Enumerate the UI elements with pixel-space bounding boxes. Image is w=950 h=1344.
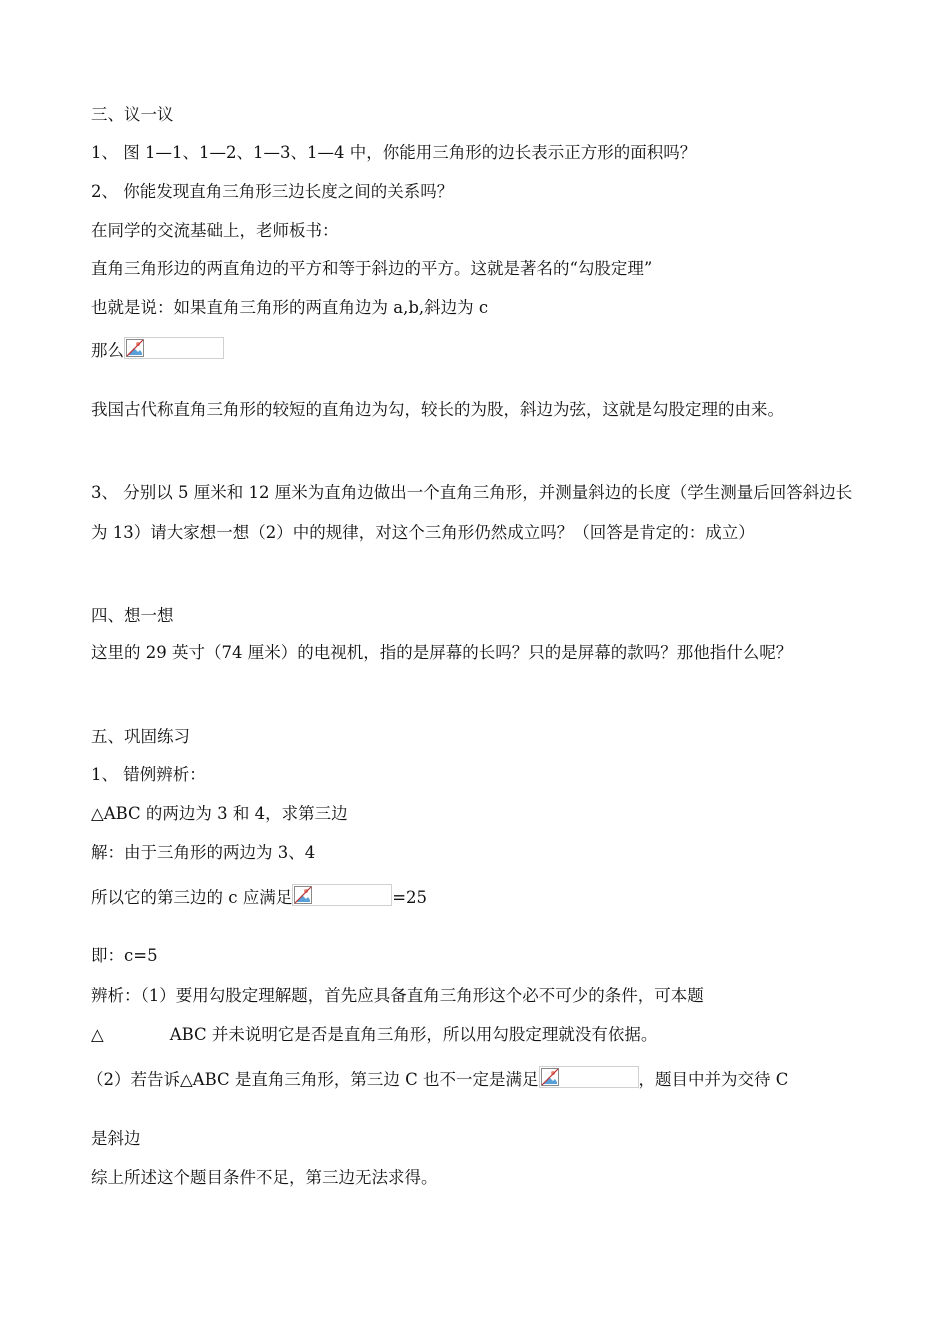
theorem-restated: 也就是说：如果直角三角形的两直角边为 a,b,斜边为 c [91, 298, 489, 317]
conclusion: 综上所述这个题目条件不足，第三边无法求得。 [91, 1168, 438, 1187]
analysis-1: 辨析：（1）要用勾股定理解题，首先应具备直角三角形这个必不可少的条件，可本题 [91, 986, 704, 1005]
analysis-2-prefix: （2）若告诉△ABC 是直角三角形，第三边 C 也不一定是满足 [87, 1070, 539, 1089]
section-4-title: 四、想一想 [91, 606, 174, 625]
image-placeholder-icon [541, 1068, 559, 1086]
history-paragraph: 我国古代称直角三角形的较短的直角边为勾，较长的为股，斜边为弦，这就是勾股定理的由来。 [91, 400, 784, 419]
analysis-2-line [87, 1066, 788, 1091]
board-intro: 在同学的交流基础上，老师板书： [91, 221, 339, 240]
analysis-2-cont: 是斜边 [91, 1129, 141, 1148]
exercise-1: 1、 错例辨析： [91, 765, 206, 784]
so-prefix: 所以它的第三边的 c 应满足 [91, 888, 293, 907]
question-2: 2、 你能发现直角三角形三边长度之间的关系吗？ [91, 182, 454, 201]
image-placeholder-icon [294, 886, 312, 904]
formula-image-placeholder [539, 1066, 639, 1088]
exercise-solution: 解：由于三角形的两边为 3、4 [91, 843, 316, 862]
formula-image-placeholder [124, 337, 224, 359]
section-5-title: 五、巩固练习 [91, 727, 190, 746]
exercise-answer: 即：c=5 [91, 946, 158, 965]
so-suffix: =25 [392, 888, 428, 907]
question-1: 1、 图 1—1、1—2、1—3、1—4 中，你能用三角形的边长表示正方形的面积吗？ [91, 143, 697, 162]
tv-paragraph: 这里的 29 英寸（74 厘米）的电视机，指的是屏幕的长吗？只的是屏幕的款吗？那他指什么呢？ [91, 643, 793, 662]
exercise-so-line [91, 884, 427, 909]
exercise-problem: △ABC 的两边为 3 和 4，求第三边 [91, 804, 348, 823]
analysis-1-rest: ABC 并未说明它是否是直角三角形，所以用勾股定理就没有依据。 [169, 1025, 658, 1044]
triangle-symbol: △ [91, 1025, 104, 1044]
analysis-1-cont [91, 1024, 657, 1046]
question-3: 3、 分别以 5 厘米和 12 厘米为直角边做出一个直角三角形，并测量斜边的长度（学生测量后回答斜边长为 13）请大家想一想（2）中的规律，对这个三角形仍然成立吗？（回答是肯定的：成立） [91, 483, 853, 542]
formula-image-placeholder [292, 884, 392, 906]
then-formula-line [91, 337, 224, 362]
then-label: 那么 [91, 341, 124, 360]
section-3-title: 三、议一议 [91, 105, 174, 124]
image-placeholder-icon [126, 339, 144, 357]
theorem-statement: 直角三角形边的两直角边的平方和等于斜边的平方。这就是著名的“勾股定理” [91, 259, 653, 278]
analysis-2-suffix: ，题目中并为交待 C [638, 1070, 789, 1089]
